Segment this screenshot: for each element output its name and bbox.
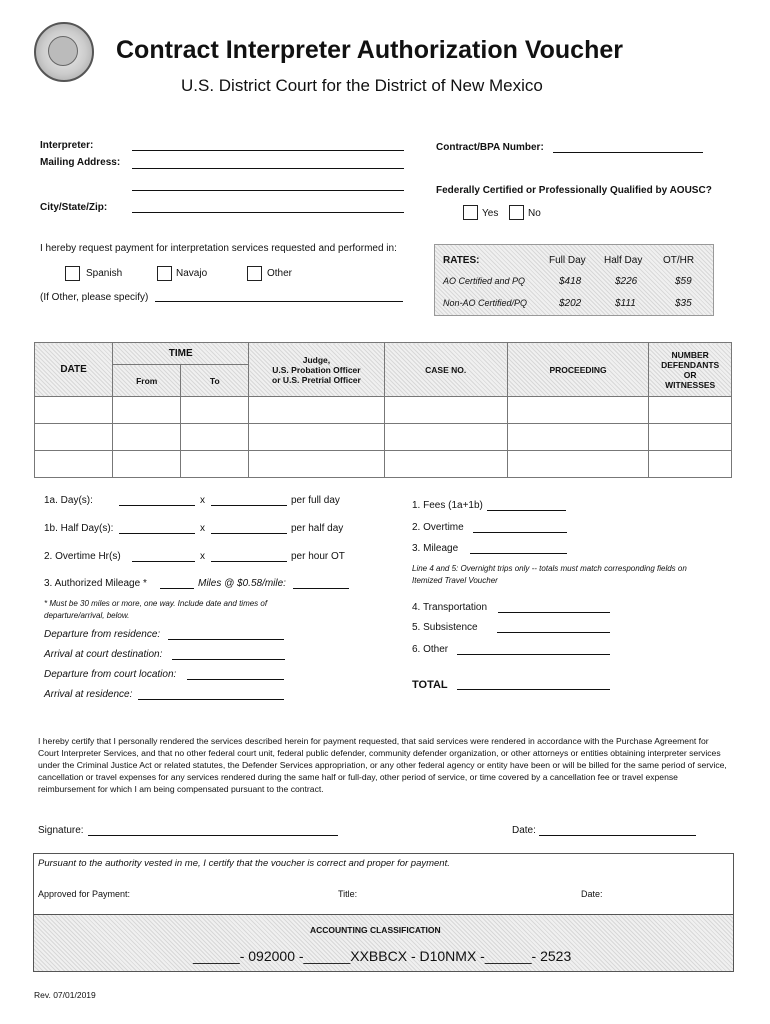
- times-symbol: x: [200, 523, 205, 534]
- per-half-day-label: per half day: [291, 523, 344, 534]
- judge-line-2: U.S. Probation Officer: [272, 364, 361, 375]
- miles-field[interactable]: [160, 588, 194, 589]
- other-total-field[interactable]: [457, 654, 610, 655]
- city-state-zip-label: City/State/Zip:: [40, 202, 108, 213]
- mailing-address-field-2[interactable]: [132, 190, 404, 191]
- court-seal: [34, 22, 94, 82]
- transportation-field[interactable]: [498, 612, 610, 613]
- navajo-checkbox[interactable]: [157, 266, 172, 281]
- table-header-from: From: [113, 365, 181, 397]
- mileage-total-field[interactable]: [470, 553, 567, 554]
- arrival-court-field[interactable]: [172, 659, 285, 660]
- service-table: [34, 342, 732, 478]
- interpreter-label: Interpreter:: [40, 140, 94, 151]
- defendants-line-2: DEFENDANTS: [661, 359, 720, 370]
- per-hour-ot-label: per hour OT: [291, 551, 345, 562]
- table-header-date: DATE: [35, 343, 113, 397]
- days-label: 1a. Day(s):: [44, 495, 93, 506]
- authorized-mileage-label: 3. Authorized Mileage *: [44, 578, 147, 589]
- spanish-label: Spanish: [86, 268, 123, 279]
- table-row: [35, 424, 732, 451]
- arrival-residence-label: Arrival at residence:: [44, 689, 133, 700]
- interpreter-field[interactable]: [132, 150, 404, 151]
- defendants-line-4: WITNESSES: [665, 379, 716, 390]
- rates-box: [434, 244, 714, 316]
- accounting-classification-label: ACCOUNTING CLASSIFICATION: [310, 925, 441, 935]
- overnight-note: Line 4 and 5: Overnight trips only -- totals must match corresponding fields on Itemized Travel Voucher: [412, 564, 687, 585]
- signature-label: Signature:: [38, 825, 84, 836]
- overtime-total-field[interactable]: [473, 532, 567, 533]
- rates-value: $59: [675, 276, 692, 287]
- defendants-line-3: OR: [683, 369, 697, 380]
- rates-row-label: AO Certified and PQ: [443, 276, 526, 286]
- certified-question: Federally Certified or Professionally Qualified by AOUSC?: [436, 185, 712, 196]
- table-header-judge: [249, 343, 384, 397]
- judge-line-1: Judge,: [302, 354, 331, 365]
- times-symbol: x: [200, 551, 205, 562]
- half-days-field[interactable]: [119, 533, 195, 534]
- table-header-case: CASE NO.: [384, 343, 507, 397]
- rates-row-label: Non-AO Certified/PQ: [443, 298, 528, 308]
- departure-court-field[interactable]: [187, 679, 284, 680]
- half-days-label: 1b. Half Day(s):: [44, 523, 114, 534]
- certified-no-label: No: [528, 208, 541, 219]
- approval-statement: Pursuant to the authority vested in me, I certify that the voucher is correct and proper for payment.: [38, 858, 450, 869]
- half-days-rate-field[interactable]: [211, 533, 287, 534]
- days-rate-field[interactable]: [211, 505, 287, 506]
- table-header-time: TIME: [113, 343, 249, 365]
- other-language-label: Other: [267, 268, 293, 279]
- arrival-court-label: Arrival at court destination:: [44, 649, 163, 660]
- table-header-defendants: [649, 343, 732, 397]
- certification-text: I hereby certify that I personally rendered the services described herein for payment requested, that said services were rendered in accordance with the Purchase Agreement for Court Interpreter Services, and that no other federal court unit, federal public defender, community defender organization, or other attorneys or entities obtaining interpreter services under the Criminal Justice Act or related statutes, the Defender Services appropriation, or any other federal agency or entity have been or will be billed for the same period of service, cancellation or travel expenses for any services rendered during the same half or full-day, other period of service, or time covered by a cancellation fee or travel expense reimbursement for which I am being compensated pursuant to the contract.: [38, 736, 727, 794]
- defendants-line-1: NUMBER: [671, 349, 709, 360]
- spanish-checkbox[interactable]: [65, 266, 80, 281]
- miles-rate-label: Miles @ $0.58/mile:: [198, 578, 286, 589]
- table-header-to: To: [181, 365, 249, 397]
- approval-title-label: Title:: [338, 889, 358, 899]
- approval-date-label: Date:: [581, 889, 603, 899]
- signature-field[interactable]: [88, 835, 338, 836]
- mailing-address-field[interactable]: [132, 168, 404, 169]
- departure-residence-label: Departure from residence:: [44, 629, 161, 640]
- rates-value: $35: [675, 298, 692, 309]
- overtime-hours-field[interactable]: [132, 561, 195, 562]
- table-header-proceeding: PROCEEDING: [507, 343, 649, 397]
- other-total-label: 6. Other: [412, 644, 449, 655]
- other-specify-label: (If Other, please specify): [40, 292, 149, 303]
- mileage-total-label: 3. Mileage: [412, 543, 459, 554]
- days-field[interactable]: [119, 505, 195, 506]
- page-title: Contract Interpreter Authorization Voucher: [116, 36, 623, 64]
- certified-yes-label: Yes: [482, 208, 499, 219]
- city-state-zip-field[interactable]: [132, 212, 404, 213]
- departure-court-label: Departure from court location:: [44, 669, 177, 680]
- table-row: [35, 451, 732, 478]
- mileage-note: * Must be 30 miles or more, one way. Include date and times of departure/arrival, below.: [44, 599, 268, 620]
- departure-residence-field[interactable]: [168, 639, 284, 640]
- signature-date-label: Date:: [512, 825, 536, 836]
- arrival-residence-field[interactable]: [138, 699, 284, 700]
- certified-yes-checkbox[interactable]: [463, 205, 478, 220]
- rates-value: $111: [615, 298, 636, 309]
- mileage-amount-field[interactable]: [293, 588, 349, 589]
- signature-date-field[interactable]: [539, 835, 696, 836]
- transportation-label: 4. Transportation: [412, 602, 488, 613]
- fees-label: 1. Fees (1a+1b): [412, 500, 483, 511]
- rates-header-half-day: Half Day: [604, 255, 643, 266]
- judge-line-3: or U.S. Pretrial Officer: [272, 374, 361, 385]
- overtime-hours-label: 2. Overtime Hr(s): [44, 551, 121, 562]
- rates-value: $418: [559, 276, 582, 287]
- overtime-total-label: 2. Overtime: [412, 522, 464, 533]
- mailing-address-label: Mailing Address:: [40, 157, 121, 168]
- rates-title: RATES:: [443, 255, 480, 266]
- total-label: TOTAL: [412, 679, 448, 691]
- contract-number-field[interactable]: [553, 152, 703, 153]
- rates-value: $202: [559, 298, 582, 309]
- request-statement: I hereby request payment for interpretation services requested and performed in:: [40, 243, 397, 254]
- times-symbol: x: [200, 495, 205, 506]
- other-language-checkbox[interactable]: [247, 266, 262, 281]
- table-row: [35, 397, 732, 424]
- subsistence-field[interactable]: [497, 632, 610, 633]
- rates-header-full-day: Full Day: [549, 255, 586, 266]
- per-full-day-label: per full day: [291, 495, 340, 506]
- approved-for-payment-label: Approved for Payment:: [38, 889, 131, 899]
- rates-value: $226: [615, 276, 638, 287]
- other-specify-field[interactable]: [155, 301, 403, 302]
- overtime-rate-field[interactable]: [211, 561, 287, 562]
- page-subtitle: U.S. District Court for the District of New Mexico: [181, 76, 543, 95]
- certified-no-checkbox[interactable]: [509, 205, 524, 220]
- subsistence-label: 5. Subsistence: [412, 622, 478, 633]
- revision-date: Rev. 07/01/2019: [34, 990, 96, 1000]
- rates-header-ot: OT/HR: [663, 255, 695, 266]
- navajo-label: Navajo: [176, 268, 208, 279]
- fees-field[interactable]: [487, 510, 566, 511]
- contract-number-label: Contract/BPA Number:: [436, 142, 544, 153]
- accounting-code: ______- 092000 -______XXBBCX - D10NMX -______- 2523: [193, 948, 572, 964]
- total-field[interactable]: [457, 689, 610, 690]
